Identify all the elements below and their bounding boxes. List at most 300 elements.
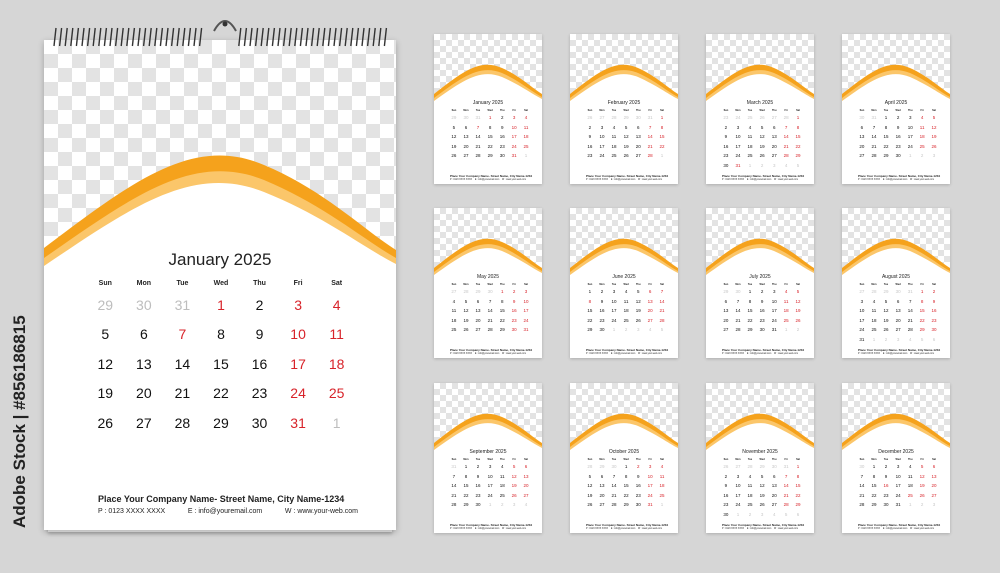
day-cell: 4 — [784, 289, 788, 295]
day-cell: 30 — [883, 502, 889, 508]
day-cell: 3 — [294, 296, 302, 313]
weekday-label: Sat — [660, 109, 664, 112]
day-cell: 5 — [452, 124, 456, 130]
day-cell: 26 — [463, 327, 469, 333]
day-cell: 13 — [771, 134, 777, 140]
day-cell: 19 — [635, 308, 641, 314]
phone-text: P : 0123 XXXX XXXX — [450, 179, 473, 181]
web-text: W : www.your-web.com — [502, 528, 526, 530]
day-cell: 21 — [487, 317, 493, 323]
day-cell: 29 — [759, 464, 765, 470]
day-cell: 16 — [251, 355, 268, 372]
day-cell: 6 — [772, 124, 776, 130]
day-cell: 27 — [463, 153, 469, 159]
week-row — [856, 325, 940, 335]
weekday-label: Thu — [635, 283, 641, 286]
day-cell: 26 — [587, 502, 593, 508]
day-cell: 4 — [500, 464, 504, 470]
mini-calendar-november — [706, 383, 814, 533]
day-cell: 14 — [735, 308, 741, 314]
day-cell: 22 — [487, 143, 493, 149]
day-cell: 3 — [512, 115, 516, 121]
week-row — [720, 325, 804, 335]
day-cell: 20 — [475, 317, 481, 323]
day-cell: 6 — [476, 298, 480, 304]
day-cell: 20 — [523, 483, 529, 489]
day-cell: 18 — [499, 483, 505, 489]
weekday-label: Wed — [895, 458, 901, 461]
day-cell: 15 — [213, 355, 229, 372]
weekday-label: Mon — [463, 458, 469, 461]
day-cell: 22 — [795, 492, 801, 498]
day-cell: 14 — [871, 134, 877, 140]
day-cell: 31 — [647, 502, 653, 508]
phone-text: P : 0123 XXXX XXXX — [450, 353, 473, 355]
week-row — [448, 287, 532, 297]
day-cell: 11 — [523, 124, 529, 130]
day-cell: 30 — [859, 464, 865, 470]
weekday-label: Thu — [499, 109, 505, 112]
day-cell: 8 — [500, 298, 504, 304]
day-cell: 14 — [174, 355, 191, 372]
company-line: Place Your Company Name- Street Name, City Name-1234 — [722, 348, 805, 352]
day-cell: 5 — [884, 298, 888, 304]
day-cell: 17 — [735, 492, 741, 498]
day-cell: 19 — [587, 492, 593, 498]
week-row — [448, 316, 532, 326]
day-cell: 1 — [872, 464, 876, 470]
day-cell: 2 — [896, 115, 900, 121]
day-cell: 13 — [523, 473, 529, 479]
day-cell: 18 — [451, 317, 457, 323]
calendar-grid — [856, 282, 940, 344]
day-cell: 28 — [611, 502, 617, 508]
day-cell: 4 — [660, 464, 664, 470]
day-cell: 26 — [97, 414, 114, 431]
day-cell: 5 — [920, 464, 924, 470]
phone-text: P : 0123 XXXX XXXX — [450, 528, 473, 530]
weekday-label: Sun — [587, 109, 593, 112]
contact-line — [586, 179, 662, 181]
day-cell: 9 — [896, 124, 900, 130]
day-cell: 4 — [524, 502, 528, 508]
day-cell: 29 — [795, 153, 801, 159]
week-row — [856, 151, 940, 161]
day-cell: 28 — [859, 502, 865, 508]
day-cell: 13 — [895, 308, 901, 314]
weekday-label: Sat — [660, 458, 664, 461]
day-cell: 13 — [771, 483, 777, 489]
contact-line — [450, 179, 526, 181]
weekday-label: Tue — [883, 458, 889, 461]
mini-calendar-august — [842, 208, 950, 358]
day-cell: 29 — [723, 289, 729, 295]
day-cell: 11 — [611, 134, 617, 140]
day-cell: 2 — [724, 473, 728, 479]
week-row — [856, 491, 940, 501]
week-row — [720, 500, 804, 510]
day-cell: 29 — [487, 153, 493, 159]
day-cell: 15 — [747, 308, 753, 314]
day-cell: 11 — [329, 326, 344, 343]
day-cell: 2 — [748, 511, 752, 517]
calendar-grid — [856, 457, 940, 510]
week-row — [584, 142, 668, 152]
day-cell: 31 — [771, 327, 777, 333]
day-cell: 18 — [907, 483, 913, 489]
day-cell: 13 — [859, 134, 865, 140]
week-row — [584, 287, 668, 297]
day-cell: 13 — [635, 134, 641, 140]
day-cell: 26 — [919, 492, 925, 498]
day-cell: 9 — [760, 298, 764, 304]
day-cell: 23 — [931, 317, 937, 323]
day-cell: 23 — [587, 153, 593, 159]
week-row — [720, 297, 804, 307]
day-cell: 9 — [476, 473, 480, 479]
day-cell: 21 — [174, 385, 191, 402]
day-cell: 2 — [624, 327, 628, 333]
day-cell: 19 — [451, 143, 457, 149]
day-cell: 19 — [919, 483, 925, 489]
day-cell: 28 — [174, 414, 191, 431]
weekday-label: Wed — [487, 458, 493, 461]
day-cell: 3 — [612, 289, 616, 295]
day-cell: 17 — [611, 308, 617, 314]
day-cell: 2 — [512, 289, 516, 295]
day-cell: 21 — [783, 492, 789, 498]
weekday-label: Mon — [735, 283, 741, 286]
day-cell: 1 — [488, 115, 492, 121]
day-cell: 16 — [599, 308, 605, 314]
month-title: January 2025 — [472, 100, 504, 106]
day-cell: 9 — [932, 298, 936, 304]
phone-text: P : 0123 XXXX XXXX — [858, 353, 881, 355]
day-cell: 9 — [512, 298, 516, 304]
day-cell: 1 — [488, 502, 492, 508]
day-cell: 12 — [451, 134, 457, 140]
week-row — [584, 491, 668, 501]
day-cell: 23 — [511, 317, 517, 323]
day-cell: 22 — [871, 492, 877, 498]
web-text: W : www.your-web.com — [774, 528, 798, 530]
weekday-label: Mon — [871, 109, 877, 112]
weekday-label: Mon — [871, 283, 877, 286]
day-cell: 25 — [919, 143, 925, 149]
day-cell: 27 — [723, 327, 729, 333]
day-cell: 26 — [511, 492, 517, 498]
week-row — [720, 132, 804, 142]
day-cell: 26 — [883, 327, 889, 333]
weekday-label: Thu — [771, 283, 777, 286]
week-row — [584, 472, 668, 482]
day-cell: 16 — [635, 483, 641, 489]
day-cell: 4 — [524, 115, 528, 121]
weekday-label: Mon — [599, 458, 605, 461]
day-cell: 22 — [587, 317, 593, 323]
weekday-label: Mon — [136, 279, 152, 287]
day-cell: 2 — [920, 502, 924, 508]
day-cell: 15 — [871, 483, 877, 489]
day-cell: 20 — [635, 143, 641, 149]
day-cell: 8 — [920, 298, 924, 304]
week-row — [720, 151, 804, 161]
weekday-label: Sat — [524, 458, 528, 461]
day-cell: 21 — [647, 143, 653, 149]
day-cell: 25 — [747, 502, 753, 508]
weekday-label: Mon — [599, 109, 605, 112]
weekday-label: Tue — [176, 279, 189, 287]
day-cell: 17 — [647, 483, 653, 489]
day-cell: 19 — [97, 385, 114, 402]
day-cell: 1 — [660, 115, 664, 121]
day-cell: 11 — [499, 473, 505, 479]
week-row — [448, 113, 532, 123]
week-row — [720, 113, 804, 123]
day-cell: 18 — [747, 143, 753, 149]
week-row — [584, 306, 668, 316]
day-cell: 9 — [724, 134, 728, 140]
day-cell: 17 — [859, 317, 865, 323]
week-row — [856, 462, 940, 472]
day-cell: 25 — [747, 153, 753, 159]
day-cell: 30 — [136, 296, 152, 313]
web-text: W : www.your-web.com — [502, 179, 526, 181]
day-cell: 8 — [464, 473, 468, 479]
day-cell: 22 — [463, 492, 469, 498]
week-row — [584, 113, 668, 123]
week-row — [448, 132, 532, 142]
day-cell: 4 — [452, 298, 456, 304]
contact-line — [98, 508, 358, 515]
day-cell: 26 — [451, 153, 457, 159]
email-text: E : info@youremail.com — [882, 528, 908, 530]
weekday-label: Wed — [487, 109, 493, 112]
weekday-label: Sun — [723, 283, 729, 286]
month-title: December 2025 — [878, 449, 914, 455]
day-cell: 24 — [511, 143, 517, 149]
calendar-grid — [720, 457, 804, 519]
day-cell: 1 — [884, 115, 888, 121]
day-cell: 28 — [735, 327, 741, 333]
day-cell: 27 — [895, 327, 901, 333]
weekday-label: Tue — [611, 458, 617, 461]
day-cell: 10 — [290, 326, 306, 343]
day-cell: 7 — [736, 298, 740, 304]
weekday-label: Tue — [883, 109, 889, 112]
day-cell: 3 — [600, 124, 604, 130]
weekday-label: Sat — [331, 279, 343, 287]
day-cell: 15 — [919, 308, 925, 314]
day-cell: 17 — [907, 134, 913, 140]
day-cell: 2 — [884, 464, 888, 470]
day-cell: 17 — [290, 355, 306, 372]
web-text: W : www.your-web.com — [774, 353, 798, 355]
day-cell: 2 — [796, 327, 800, 333]
month-title: July 2025 — [749, 274, 771, 280]
day-cell: 1 — [588, 289, 592, 295]
day-cell: 21 — [611, 492, 617, 498]
day-cell: 8 — [624, 473, 628, 479]
week-row — [856, 287, 940, 297]
day-cell: 3 — [648, 464, 652, 470]
weekday-label: Sat — [796, 458, 800, 461]
weekday-label: Sun — [98, 279, 112, 287]
web-text: W : www.your-web.com — [638, 528, 662, 530]
day-cell: 5 — [784, 511, 788, 517]
day-cell: 1 — [736, 511, 740, 517]
month-title: February 2025 — [607, 100, 641, 106]
day-cell: 28 — [871, 289, 877, 295]
day-cell: 19 — [463, 317, 469, 323]
weekday-label: Sat — [932, 458, 936, 461]
day-cell: 15 — [463, 483, 469, 489]
mini-calendar-april — [842, 34, 950, 184]
mini-calendar-may — [434, 208, 542, 358]
day-cell: 18 — [747, 492, 753, 498]
day-cell: 15 — [795, 483, 801, 489]
day-cell: 10 — [647, 473, 653, 479]
day-cell: 24 — [599, 153, 605, 159]
day-cell: 25 — [523, 143, 529, 149]
day-cell: 28 — [907, 327, 913, 333]
day-cell: 1 — [748, 162, 752, 168]
contact-line — [858, 353, 934, 355]
week-row — [720, 123, 804, 133]
day-cell: 6 — [932, 464, 936, 470]
day-cell: 1 — [872, 336, 876, 342]
day-cell: 7 — [908, 298, 912, 304]
day-cell: 18 — [783, 308, 789, 314]
phone-text: P : 0123 XXXX XXXX — [858, 179, 881, 181]
day-cell: 5 — [760, 473, 764, 479]
weekday-label: Sun — [859, 458, 865, 461]
day-cell: 15 — [487, 134, 493, 140]
day-cell: 29 — [747, 327, 753, 333]
day-cell: 6 — [600, 473, 604, 479]
weekday-label: Thu — [907, 109, 913, 112]
day-cell: 23 — [883, 492, 889, 498]
weekday-label: Wed — [895, 283, 901, 286]
weekday-label: Thu — [907, 458, 913, 461]
weekday-label: Fri — [512, 458, 516, 461]
day-cell: 17 — [735, 143, 741, 149]
day-cell: 25 — [871, 327, 877, 333]
day-cell: 26 — [623, 153, 629, 159]
day-cell: 11 — [871, 308, 877, 314]
day-cell: 4 — [908, 336, 912, 342]
day-cell: 5 — [464, 298, 468, 304]
day-cell: 15 — [499, 308, 505, 314]
web-text: W : www.your-web.com — [774, 179, 798, 181]
day-cell: 15 — [795, 134, 801, 140]
week-row — [448, 325, 532, 335]
day-cell: 30 — [635, 502, 641, 508]
day-cell: 1 — [796, 464, 800, 470]
day-cell: 30 — [895, 289, 901, 295]
day-cell: 29 — [883, 153, 889, 159]
day-cell: 17 — [511, 134, 517, 140]
calendar-grid — [86, 276, 356, 438]
weekday-label: Sat — [524, 109, 528, 112]
contact-line — [586, 353, 662, 355]
day-cell: 4 — [920, 115, 924, 121]
day-cell: 3 — [636, 327, 640, 333]
day-cell: 18 — [328, 355, 345, 372]
day-cell: 8 — [872, 473, 876, 479]
weekday-label: Sun — [587, 458, 593, 461]
phone-text: P : 0123 XXXX XXXX — [858, 528, 881, 530]
week-row — [720, 306, 804, 316]
day-cell: 9 — [600, 298, 604, 304]
weekday-label: Sun — [859, 283, 865, 286]
mini-calendar-january — [434, 34, 542, 184]
email-text: E : info@youremail.com — [610, 353, 636, 355]
day-cell: 14 — [783, 483, 789, 489]
mini-calendar-february — [570, 34, 678, 184]
day-cell: 8 — [884, 124, 888, 130]
day-cell: 22 — [499, 317, 505, 323]
weekday-label: Wed — [895, 109, 901, 112]
email-text: E : info@youremail.com — [746, 528, 772, 530]
weekday-label: Sat — [932, 283, 936, 286]
email-text: E : info@youremail.com — [474, 353, 500, 355]
day-cell: 27 — [475, 327, 481, 333]
day-cell: 24 — [907, 143, 913, 149]
weekday-label: Wed — [759, 283, 765, 286]
day-cell: 17 — [895, 483, 901, 489]
day-cell: 12 — [919, 473, 925, 479]
day-cell: 10 — [735, 134, 741, 140]
day-cell: 1 — [660, 502, 664, 508]
day-cell: 22 — [795, 143, 801, 149]
day-cell: 3 — [896, 336, 900, 342]
day-cell: 30 — [635, 115, 641, 121]
day-cell: 10 — [487, 473, 493, 479]
weekday-label: Wed — [623, 283, 629, 286]
week-row — [86, 290, 356, 320]
day-cell: 17 — [523, 308, 529, 314]
day-cell: 21 — [451, 492, 457, 498]
day-cell: 29 — [623, 115, 629, 121]
company-line: Place Your Company Name- Street Name, City Name-1234 — [722, 523, 805, 527]
day-cell: 25 — [907, 492, 913, 498]
day-cell: 10 — [523, 298, 529, 304]
day-cell: 27 — [859, 289, 865, 295]
day-cell: 23 — [759, 317, 765, 323]
day-cell: 16 — [511, 308, 517, 314]
day-cell: 26 — [587, 115, 593, 121]
email-text: E : info@youremail.com — [610, 528, 636, 530]
day-cell: 28 — [783, 502, 789, 508]
stock-id-label: Adobe Stock | #856186815 — [10, 315, 29, 528]
day-cell: 26 — [795, 317, 801, 323]
day-cell: 20 — [931, 483, 937, 489]
week-row — [448, 462, 532, 472]
day-cell: 20 — [723, 317, 729, 323]
day-cell: 30 — [511, 327, 517, 333]
day-cell: 4 — [332, 296, 341, 313]
day-cell: 12 — [623, 134, 629, 140]
day-cell: 21 — [859, 492, 865, 498]
day-cell: 9 — [588, 134, 592, 140]
week-row — [448, 297, 532, 307]
month-title: January 2025 — [168, 250, 272, 269]
weekday-label: Fri — [920, 458, 924, 461]
day-cell: 28 — [871, 153, 877, 159]
web-text: W : www.your-web.com — [638, 179, 662, 181]
day-cell: 30 — [499, 153, 505, 159]
